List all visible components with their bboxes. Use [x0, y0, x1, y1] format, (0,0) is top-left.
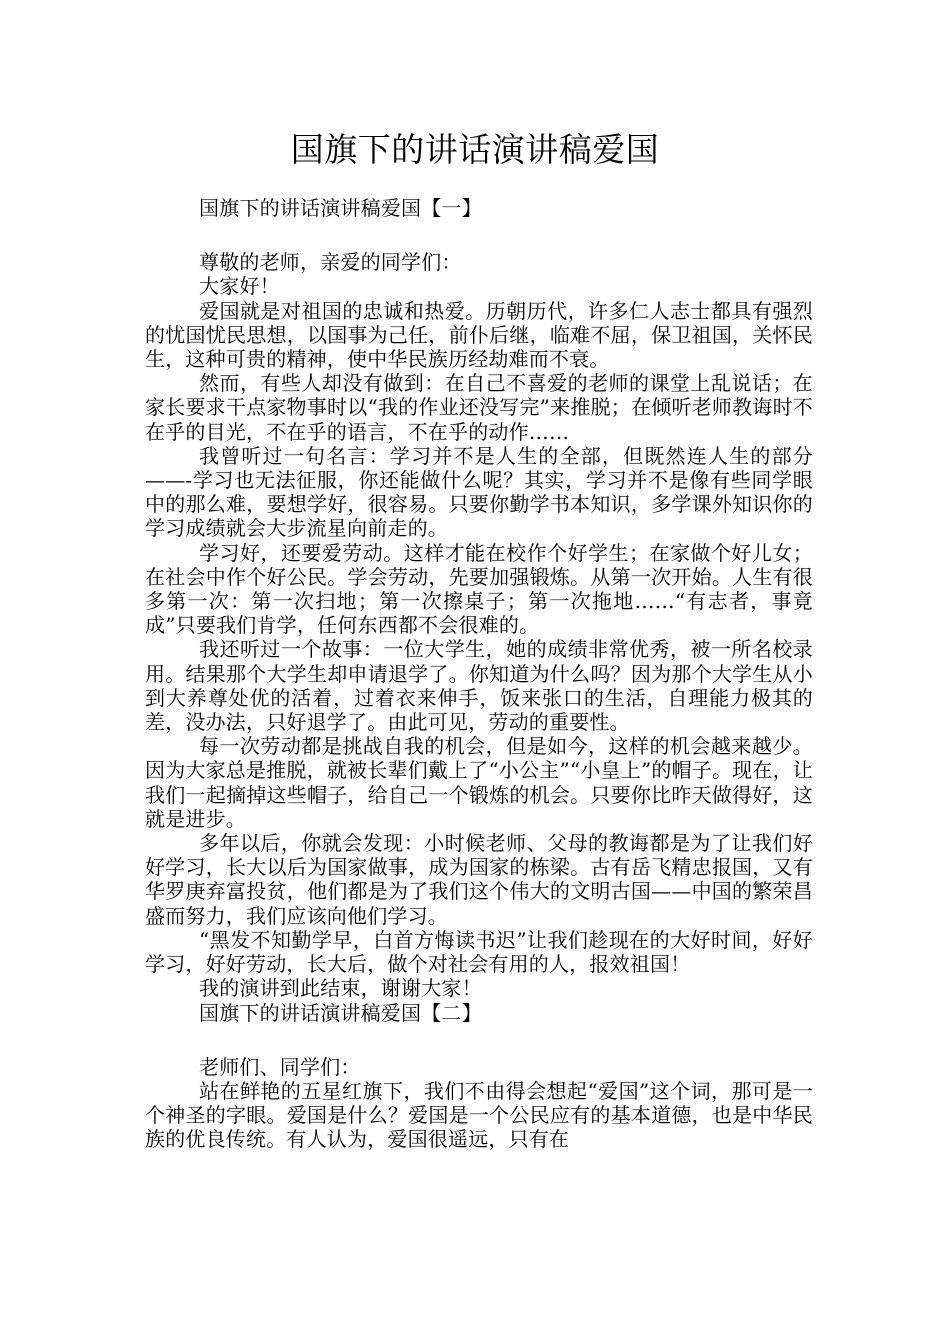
paragraph: 爱国就是对祖国的忠诚和热爱。历朝历代，许多仁人志士都具有强烈的忧国忧民思想，以国事为己任，前仆后继，临难不屈，保卫祖国，关怀民生，这种可贵的精神，使中华民族历经劫难而不衰。	[145, 298, 813, 372]
salutation-2: 老师们、同学们：	[199, 1054, 361, 1079]
spacer	[145, 1025, 813, 1055]
paragraph: 学习好，还要爱劳动。这样才能在校作个好学生；在家做个好儿女；在社会中作个好公民。学会劳动，先要加强锻炼。从第一次开始。人生有很多第一次：第一次扫地；第一次擦桌子；第一次拖地……“有志者，事竟成”只要我们肯学，任何东西都不会很难的。	[145, 540, 813, 638]
salutation-1: 尊敬的老师，亲爱的同学们：	[199, 250, 462, 275]
document-title: 国旗下的讲话演讲稿爱国	[290, 130, 660, 169]
paragraph: 然而，有些人却没有做到：在自己不喜爱的老师的课堂上乱说话；在家长要求干点家物事时以“我的作业还没写完”来推脱；在倾听老师教诲时不在乎的目光，不在乎的语言，不在乎的动作……	[145, 371, 813, 444]
paragraph: 每一次劳动都是挑战自我的机会，但是如今，这样的机会越来越少。因为大家总是推脱，就被长辈们戴上了“小公主”“小皇上”的帽子。现在，让我们一起摘掉这些帽子，给自己一个锻炼的机会。只要你比昨天做得好，这就是进步。	[145, 734, 813, 831]
paragraph: 多年以后，你就会发现：小时候老师、父母的教诲都是为了让我们好好学习，长大以后为国家做事，成为国家的栋梁。古有岳飞精忠报国，又有华罗庚弃富投贫，他们都是为了我们这个伟大的文明古国——中国的繁荣昌盛而努力，我们应该向他们学习。	[145, 831, 813, 928]
paragraph: 我还听过一个故事：一位大学生，她的成绩非常优秀，被一所名校录用。结果那个大学生却申请退学了。你知道为什么吗？因为那个大学生从小到大养尊处优的活着，过着衣来伸手，饭来张口的生活，自理能力极其的差，没办法，只好退学了。由此可见，劳动的重要性。	[145, 637, 813, 735]
spacer	[145, 220, 813, 250]
section-heading-2: 国旗下的讲话演讲稿爱国【二】	[199, 1000, 482, 1025]
paragraph: 我曾听过一句名言：学习并不是人生的全部，但既然连人生的部分——-学习也无法征服，你还能做什么呢？其实，学习并不是像有些同学眼中的那么难，要想学好，很容易。只要你勤学书本知识，多学课外知识你的学习成绩就会大步流星向前走的。	[145, 443, 813, 541]
document-body	[145, 196, 813, 1152]
paragraph: 我的演讲到此结束，谢谢大家！	[199, 976, 482, 1001]
paragraph: 站在鲜艳的五星红旗下，我们不由得会想起“爱国”这个词，那可是一个神圣的字眼。爱国是什么？爱国是一个公民应有的基本道德，也是中华民族的优良传统。有人认为，爱国很遥远，只有在	[145, 1078, 813, 1152]
greeting-1: 大家好！	[199, 274, 280, 299]
section-heading-1: 国旗下的讲话演讲稿爱国【一】	[199, 196, 482, 220]
paragraph: “黑发不知勤学早，白首方悔读书迟”让我们趁现在的大好时间，好好学习，好好劳动，长大后，做个对社会有用的人，报效祖国！	[145, 927, 813, 977]
